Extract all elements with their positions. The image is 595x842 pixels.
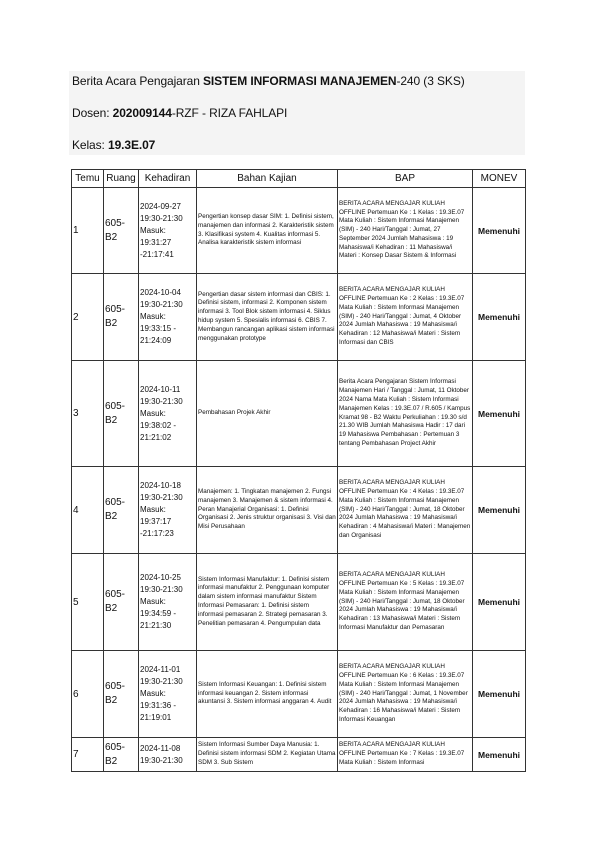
cell-bahan-kajian: Sistem Informasi Sumber Daya Manusia: 1. Definisi sistem informasi SDM 2. Kegiatan Utama SDM 3. Sub Sistem [197, 738, 338, 772]
teaching-report-table [71, 169, 526, 772]
cell-kehadiran: 2024-11-08 19:30-21:30 [139, 738, 197, 772]
cell-ruang: 605-B2 [104, 188, 139, 274]
cell-ruang: 605-B2 [104, 738, 139, 772]
cell-temu: 6 [72, 651, 104, 738]
class-code: 19.3E.07 [108, 138, 156, 152]
cell-bap: BERITA ACARA MENGAJAR KULIAH OFFLINE Pertemuan Ke : 1 Kelas : 19.3E.07 Mata Kuliah : Sistem Informasi Manajemen (SIM) - 240 Hari/Tanggal : Jumat, 27 September 2024 Jumlah Mahasiswa : 19 Mahasiswa/i Kehadiran : 11 Mahasiswa/i Materi : Konsep Dasar Sistem & Informasi [338, 188, 473, 274]
cell-monev: Memenuhi [473, 188, 526, 274]
lecturer-line [72, 106, 287, 120]
cell-bap: BERITA ACARA MENGAJAR KULIAH OFFLINE Pertemuan Ke : 7 Kelas : 19.3E.07 Mata Kuliah : Sistem Informasi [338, 738, 473, 772]
cell-bahan-kajian: Sistem Informasi Manufaktur: 1. Definisi sistem informasi manufaktur 2. Penggunaan komputer dalam sistem informasi manufaktur Sistem Informasi Pemasaran: 1. Definisi sistem informasi pemasaran 2. Strategi pemasaran 3. Penelitian pemasaran 4. Pengumpulan data [197, 554, 338, 651]
cell-bap: BERITA ACARA MENGAJAR KULIAH OFFLINE Pertemuan Ke : 6 Kelas : 19.3E.07 Mata Kuliah : Sistem Informasi Manajemen (SIM) - 240 Hari/Tanggal : Jumat, 1 November 2024 Jumlah Mahasiswa : 19 Mahasiswa/i Kehadiran : 16 Mahasiswa/i Materi : Sistem Informasi Keuangan [338, 651, 473, 738]
cell-monev: Memenuhi [473, 651, 526, 738]
table-row [72, 554, 526, 651]
column-header-bap: BAP [338, 170, 473, 188]
cell-bap: BERITA ACARA MENGAJAR KULIAH OFFLINE Pertemuan Ke : 5 Kelas : 19.3E.07 Mata Kuliah : Sistem Informasi Manajemen (SIM) - 240 Hari/Tanggal : Jumat, 18 Oktober 2024 Jumlah Mahasiswa : 19 Mahasiswa/i Kehadiran : 13 Mahasiswa/i Materi : Sistem Informasi Manufaktur dan Pemasaran [338, 554, 473, 651]
cell-kehadiran: 2024-09-27 19:30-21:30 Masuk: 19:31:27 -21:17:41 [139, 188, 197, 274]
cell-kehadiran: 2024-10-25 19:30-21:30 Masuk: 19:34:59 - 21:21:30 [139, 554, 197, 651]
column-header-monev: MONEV [473, 170, 526, 188]
cell-bap: BERITA ACARA MENGAJAR KULIAH OFFLINE Pertemuan Ke : 2 Kelas : 19.3E.07 Mata Kuliah : Sistem Informasi Manajemen (SIM) - 240 Hari/Tanggal : Jumat, 4 Oktober 2024 Jumlah Mahasiswa : 19 Mahasiswa/i Kehadiran : 12 Mahasiswa/i Materi : Sistem Informasi dan CBIS [338, 274, 473, 361]
column-header-bahan-kajian: Bahan Kajian [197, 170, 338, 188]
cell-temu: 3 [72, 361, 104, 467]
column-header-ruang: Ruang [104, 170, 139, 188]
cell-monev: Memenuhi [473, 274, 526, 361]
table-row [72, 274, 526, 361]
table-row [72, 651, 526, 738]
document-header [69, 71, 525, 155]
table-row [72, 361, 526, 467]
cell-bahan-kajian: Pengertian dasar sistem informasi dan CBIS: 1. Definisi sistem, informasi 2. Komponen sistem informasi 3. Tool Blok sistem informasi 4. Siklus hidup system 5. Spesialis informasi 6. CBIS 7. Membangun rancangan aplikasi sistem informasi menggunakan prototype [197, 274, 338, 361]
cell-bap: BERITA ACARA MENGAJAR KULIAH OFFLINE Pertemuan Ke : 4 Kelas : 19.3E.07 Mata Kuliah : Sistem Informasi Manajemen (SIM) - 240 Hari/Tanggal : Jumat, 18 Oktober 2024 Jumlah Mahasiswa : 19 Mahasiswa/i Kehadiran : 4 Mahasiswa/i Materi : Manajemen dan Organisasi [338, 467, 473, 554]
cell-bahan-kajian: Pembahasan Projek Akhir [197, 361, 338, 467]
table-row [72, 188, 526, 274]
cell-kehadiran: 2024-10-18 19:30-21:30 Masuk: 19:37:17 -21:17:23 [139, 467, 197, 554]
course-title-prefix: Berita Acara Pengajaran [72, 74, 204, 88]
course-name: SISTEM INFORMASI MANAJEMEN [203, 74, 397, 88]
cell-temu: 1 [72, 188, 104, 274]
cell-monev: Memenuhi [473, 467, 526, 554]
lecturer-name: -RZF - RIZA FAHLAPI [171, 106, 288, 120]
cell-ruang: 605-B2 [104, 554, 139, 651]
cell-ruang: 605-B2 [104, 361, 139, 467]
cell-bahan-kajian: Manajemen: 1. Tingkatan manajemen 2. Fungsi manajemen 3. Manajemen & sistem informasi 4. Peran Manajerial Organisasi: 1. Definisi Organisasi 2. Jenis struktur organisasi 3. Visi dan Misi Perusahaan [197, 467, 338, 554]
table-row [72, 738, 526, 772]
cell-kehadiran: 2024-10-04 19:30-21:30 Masuk: 19:33:15 - 21:24:09 [139, 274, 197, 361]
cell-monev: Memenuhi [473, 738, 526, 772]
cell-kehadiran: 2024-11-01 19:30-21:30 Masuk: 19:31:36 - 21:19:01 [139, 651, 197, 738]
cell-bahan-kajian: Pengertian konsep dasar SIM: 1. Definisi sistem, manajemen dan informasi 2. Karakteristik sistem 3. Klasifikasi system 4. Kualitas informasi 5. Analisa karakteristik sistem informasi [197, 188, 338, 274]
cell-monev: Memenuhi [473, 361, 526, 467]
course-code: -240 (3 SKS) [396, 74, 465, 88]
class-prefix: Kelas: [72, 138, 108, 152]
cell-temu: 5 [72, 554, 104, 651]
column-header-kehadiran: Kehadiran [139, 170, 197, 188]
cell-temu: 7 [72, 738, 104, 772]
class-line [72, 138, 155, 152]
cell-bap: Berita Acara Pengajaran Sistem Informasi Manajemen Hari / Tanggal : Jumat, 11 Oktober 2024 Nama Mata Kuliah : Sistem Informasi Manajemen Kelas : 19.3E.07 / R.605 / Kampus Kramat 98 - B2 Waktu Perkuliahan : 19.30 s/d 21.30 WIB Jumlah Mahasiswa Hadir : 17 dari 19 Mahasiswa Pembahasan : Pertemuan 3 tentang Pembahasan Project Akhir [338, 361, 473, 467]
cell-bahan-kajian: Sistem Informasi Keuangan: 1. Definisi sistem informasi keuangan 2. Sistem informasi akuntansi 3. Sistem informasi anggaran 4. Audit [197, 651, 338, 738]
course-title-line [72, 74, 465, 88]
cell-temu: 4 [72, 467, 104, 554]
cell-monev: Memenuhi [473, 554, 526, 651]
cell-ruang: 605-B2 [104, 467, 139, 554]
cell-ruang: 605-B2 [104, 274, 139, 361]
table-row [72, 467, 526, 554]
table-header-row [72, 170, 526, 188]
column-header-temu: Temu [72, 170, 104, 188]
cell-kehadiran: 2024-10-11 19:30-21:30 Masuk: 19:38:02 - 21:21:02 [139, 361, 197, 467]
lecturer-prefix: Dosen: [72, 106, 113, 120]
lecturer-id: 202009144 [112, 106, 172, 120]
cell-ruang: 605-B2 [104, 651, 139, 738]
cell-temu: 2 [72, 274, 104, 361]
